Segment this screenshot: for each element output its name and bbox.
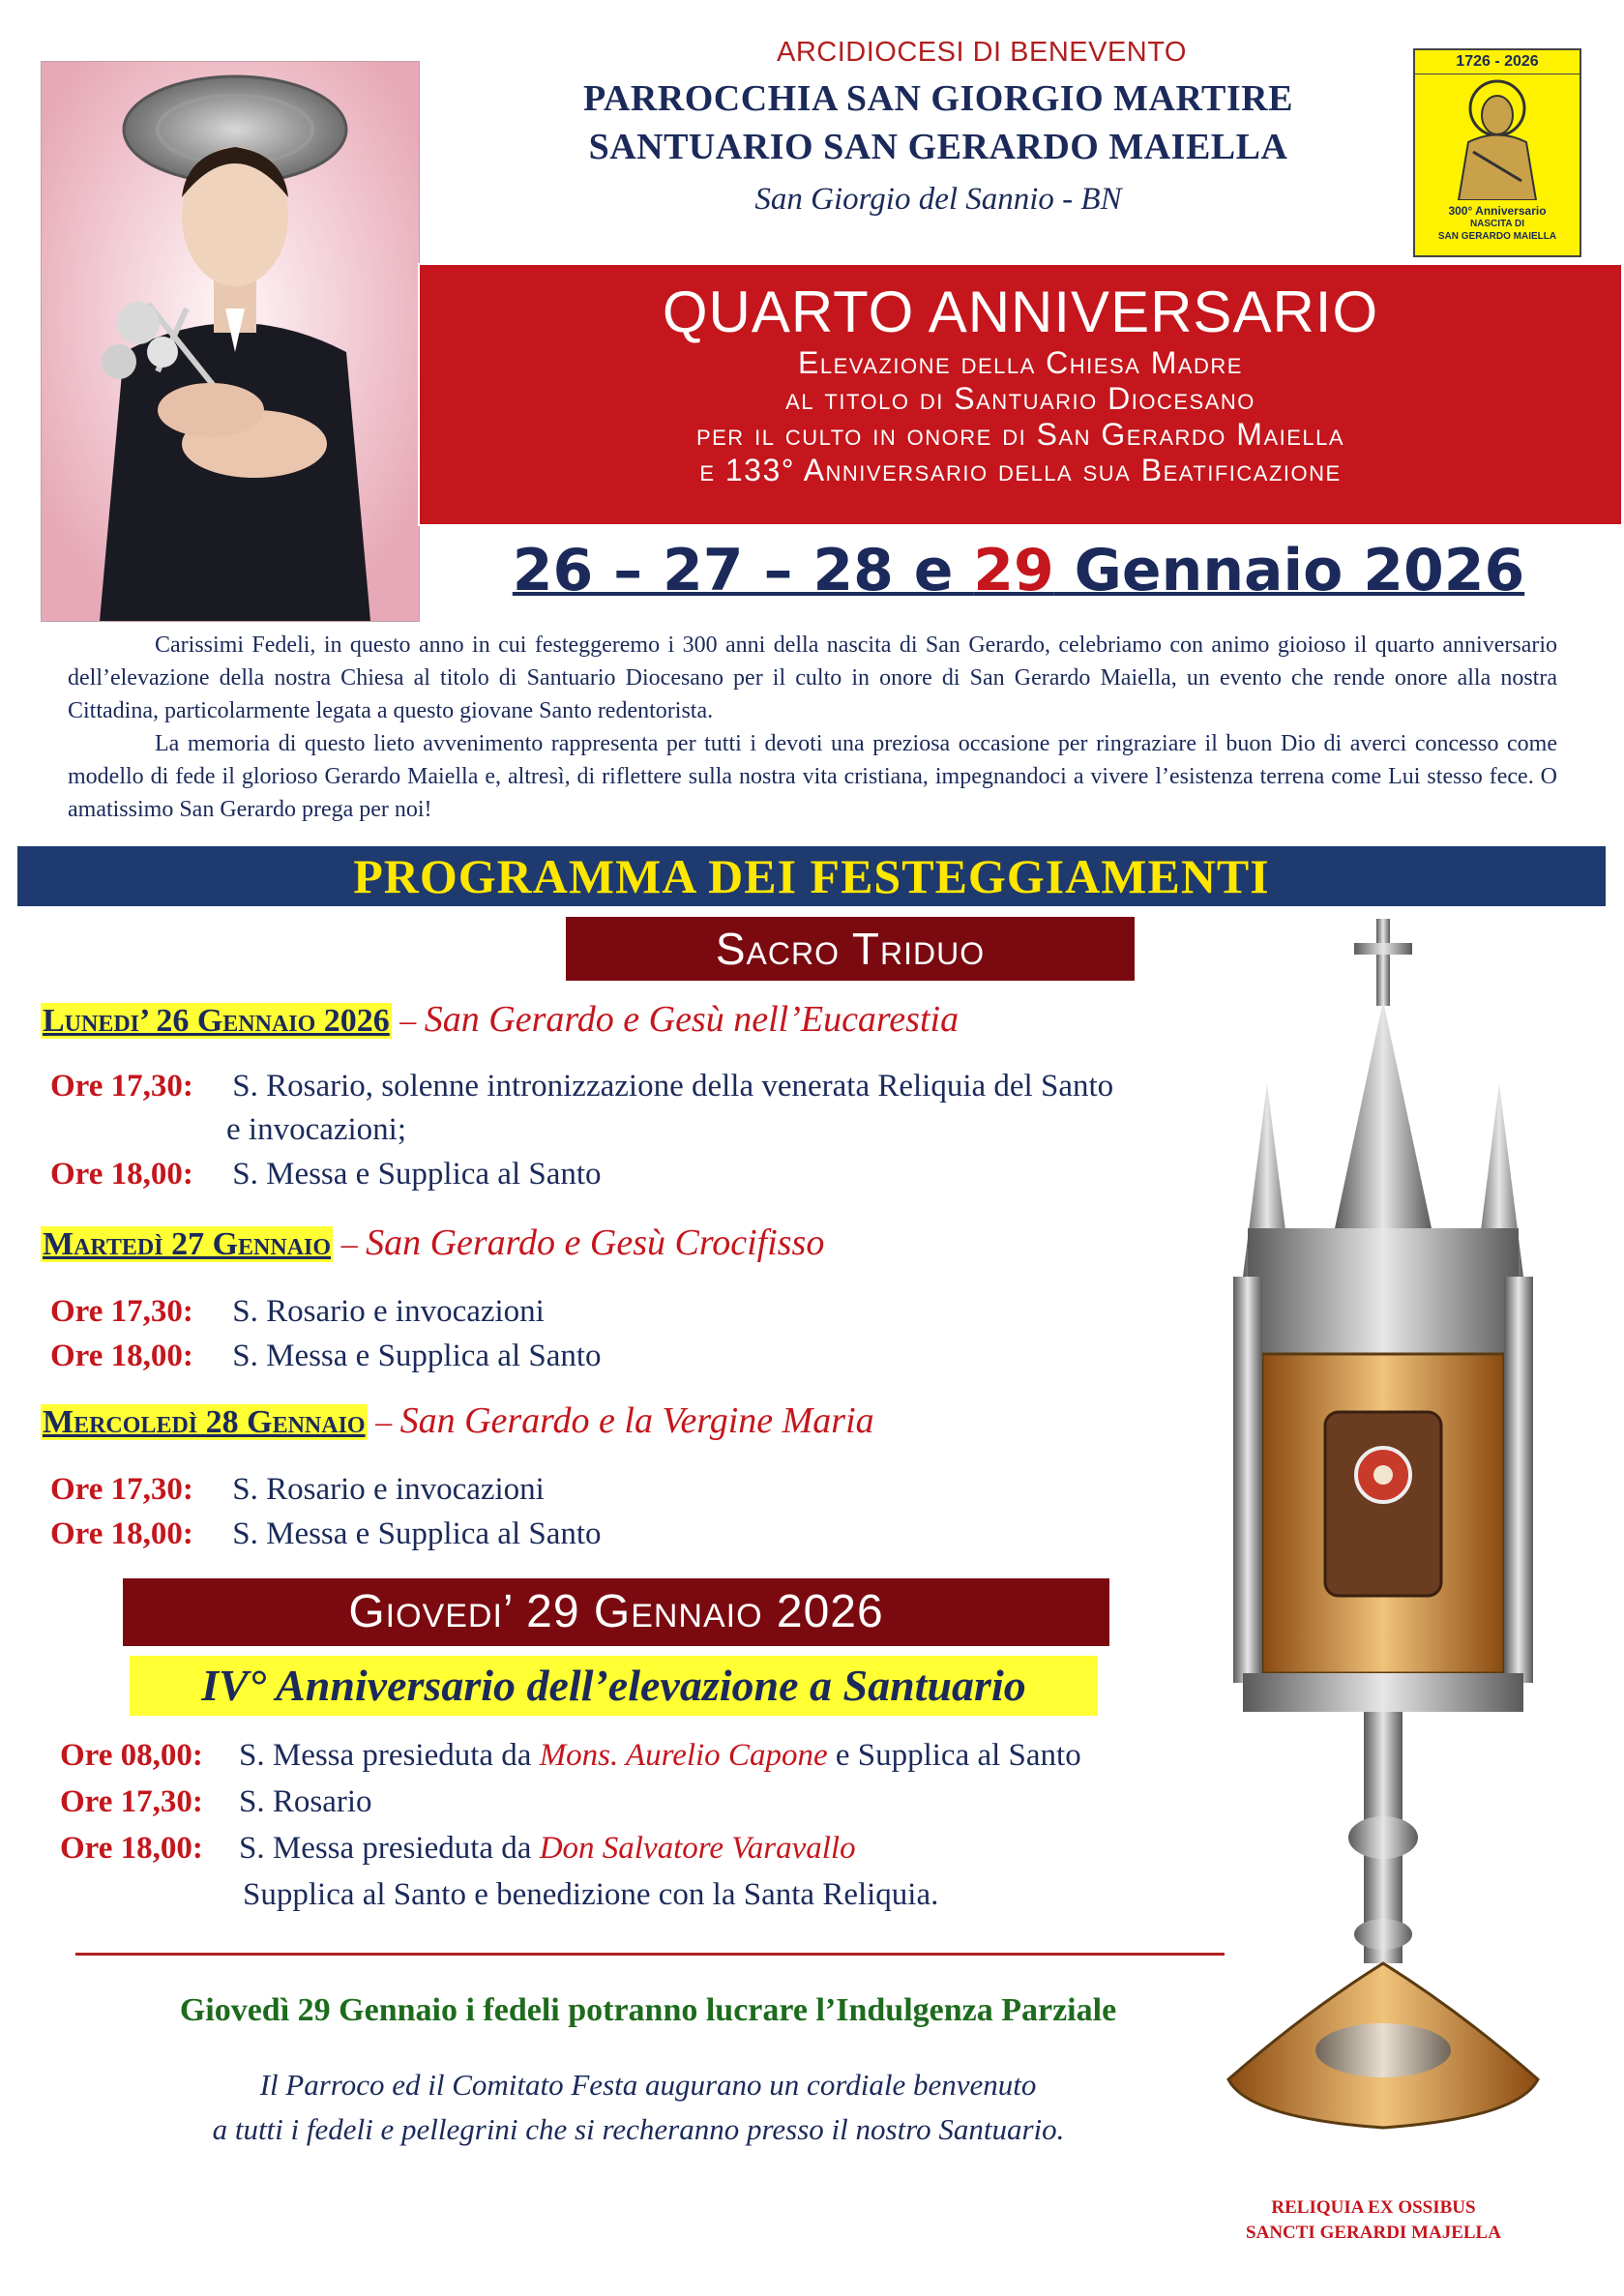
closing-line: Il Parroco ed il Comitato Festa augurano un cordiale benvenuto xyxy=(259,2068,1037,2102)
day-theme: San Gerardo e la Vergine Maria xyxy=(399,1400,874,1441)
event-row xyxy=(50,1157,602,1192)
banner-line: per il culto in onore di San Gerardo Maiella xyxy=(695,417,1345,452)
indulgence-note: Giovedì 29 Gennaio i fedeli potranno lucrare l’Indulgenza Parziale xyxy=(179,1992,1117,2028)
day-theme: San Gerardo e Gesù Crocifisso xyxy=(366,1222,825,1263)
reliquary-image xyxy=(1190,909,1577,2166)
banner-line: e 133° Anniversario della sua Beatificazione xyxy=(699,453,1342,487)
event-text: S. Messa e Supplica al Santo xyxy=(232,1339,602,1373)
badge-line-1: 300° Anniversario xyxy=(1448,204,1547,218)
event-text: e Supplica al Santo xyxy=(827,1738,1081,1773)
day-heading: Mercoledì 28 Gennaio – San Gerardo e la Vergine Maria xyxy=(43,1400,874,1441)
event-text: S. Rosario e invocazioni xyxy=(232,1472,545,1507)
anniversary-banner xyxy=(418,263,1623,526)
badge-line-2: NASCITA DI xyxy=(1469,219,1525,229)
event-continuation: e invocazioni; xyxy=(226,1112,407,1147)
event-text: S. Messa e Supplica al Santo xyxy=(232,1157,602,1192)
event-time: Ore 08,00: xyxy=(60,1738,203,1773)
event-time: Ore 18,00: xyxy=(50,1157,193,1192)
programma-heading: PROGRAMMA DEI FESTEGGIAMENTI xyxy=(17,846,1606,906)
event-text: S. Messa presieduta da xyxy=(239,1738,540,1773)
event-row xyxy=(50,1069,1113,1104)
badge-years: 1726 - 2026 xyxy=(1415,50,1580,74)
day-heading: Martedì 27 Gennaio – San Gerardo e Gesù Crocifisso xyxy=(43,1222,825,1263)
archdiocese-label: ARCIDIOCESI DI BENEVENTO xyxy=(777,37,1187,68)
event-text: S. Rosario e invocazioni xyxy=(232,1294,545,1329)
event-time: Ore 18,00: xyxy=(50,1339,193,1373)
event-text: S. Rosario, solenne intronizzazione della venerata Reliquia del Santo xyxy=(232,1069,1114,1104)
triduo-heading: Sacro Triduo xyxy=(566,917,1135,981)
banner-title: QUARTO ANNIVERSARIO xyxy=(662,280,1379,344)
event-row xyxy=(50,1294,545,1330)
badge-line-3: SAN GERARDO MAIELLA xyxy=(1437,231,1557,242)
event-row xyxy=(50,1516,602,1552)
event-row xyxy=(60,1738,1081,1774)
intro-paragraph: La memoria di questo lieto avvenimento rappresenta per tutti i devoti una preziosa occasione per ringraziare il buon Dio di averci concesso come modello di fede il glorioso Gerardo Maiella e, altresì, di riflettere sulla nostra vita cristiana, impegnandoci a vivere l’esistenza terrena come Lui stesso fece. O amatissimo San Gerardo prega per noi! xyxy=(68,731,1557,822)
intro-paragraph: Carissimi Fedeli, in questo anno in cui festeggeremo i 300 anni della nascita di San Gerardo, celebriamo con animo gioioso il quarto anniversario dell’elevazione della nostra Chiesa al titolo di Santuario Diocesano per il culto in onore di San Gerardo Maiella, un evento che rende onore alla nostra Cittadina, particolarmente legata a questo giovane Santo redentorista. xyxy=(68,633,1557,723)
thursday-heading: Giovedi’ 29 Gennaio 2026 xyxy=(123,1578,1109,1646)
banner-line: al titolo di Santuario Diocesano xyxy=(785,381,1255,416)
divider xyxy=(75,1953,1225,1956)
event-row xyxy=(50,1339,602,1374)
reliquary-caption xyxy=(1199,2195,1548,2246)
caption-line: SANCTI GERARDI MAJELLA xyxy=(1246,2222,1501,2243)
caption-line: RELIQUIA EX OSSIBUS xyxy=(1271,2197,1476,2218)
intro-text xyxy=(68,629,1557,826)
dates-post: Gennaio 2026 xyxy=(1053,537,1525,604)
event-time: Ore 18,00: xyxy=(60,1831,203,1866)
day-theme: San Gerardo e Gesù nell’Eucarestia xyxy=(424,999,960,1040)
event-text: S. Rosario xyxy=(239,1784,372,1819)
event-time: Ore 18,00: xyxy=(50,1516,193,1551)
day-label: Martedì 27 Gennaio xyxy=(43,1226,332,1262)
event-time: Ore 17,30: xyxy=(50,1294,193,1329)
day-label: Lunedi’ 26 Gennaio 2026 xyxy=(43,1003,390,1039)
closing-message xyxy=(116,2063,1180,2152)
sanctuary-title: SANTUARIO SAN GERARDO MAIELLA xyxy=(588,127,1288,167)
thursday-subtitle: IV° Anniversario dell’elevazione a Santuario xyxy=(130,1656,1098,1716)
anniversary-badge xyxy=(1413,48,1581,257)
event-continuation: Supplica al Santo e benedizione con la Santa Reliquia. xyxy=(243,1877,939,1912)
parish-title: PARROCCHIA SAN GIORGIO MARTIRE xyxy=(583,78,1293,119)
banner-line: Elevazione della Chiesa Madre xyxy=(798,345,1243,380)
event-row xyxy=(60,1831,856,1867)
celebrant-name: Don Salvatore Varavallo xyxy=(539,1831,856,1866)
event-row xyxy=(60,1784,372,1820)
saint-icon xyxy=(1415,74,1580,200)
saint-portrait-image xyxy=(41,61,420,622)
closing-line: a tutti i fedeli e pellegrini che si recheranno presso il nostro Santuario. xyxy=(212,2112,1065,2146)
dates-highlight: 29 xyxy=(973,537,1054,604)
dates-pre: 26 – 27 – 28 e xyxy=(512,537,974,604)
event-time: Ore 17,30: xyxy=(60,1784,203,1819)
event-dates xyxy=(418,537,1619,604)
event-time: Ore 17,30: xyxy=(50,1472,193,1507)
day-heading: Lunedi’ 26 Gennaio 2026 – San Gerardo e Gesù nell’Eucarestia xyxy=(43,999,960,1040)
event-text: S. Messa presieduta da xyxy=(239,1831,540,1866)
day-label: Mercoledì 28 Gennaio xyxy=(43,1404,366,1440)
event-time: Ore 17,30: xyxy=(50,1069,193,1104)
event-row xyxy=(50,1472,545,1508)
celebrant-name: Mons. Aurelio Capone xyxy=(539,1738,828,1773)
place-label: San Giorgio del Sannio - BN xyxy=(754,182,1122,217)
event-text: S. Messa e Supplica al Santo xyxy=(232,1516,602,1551)
